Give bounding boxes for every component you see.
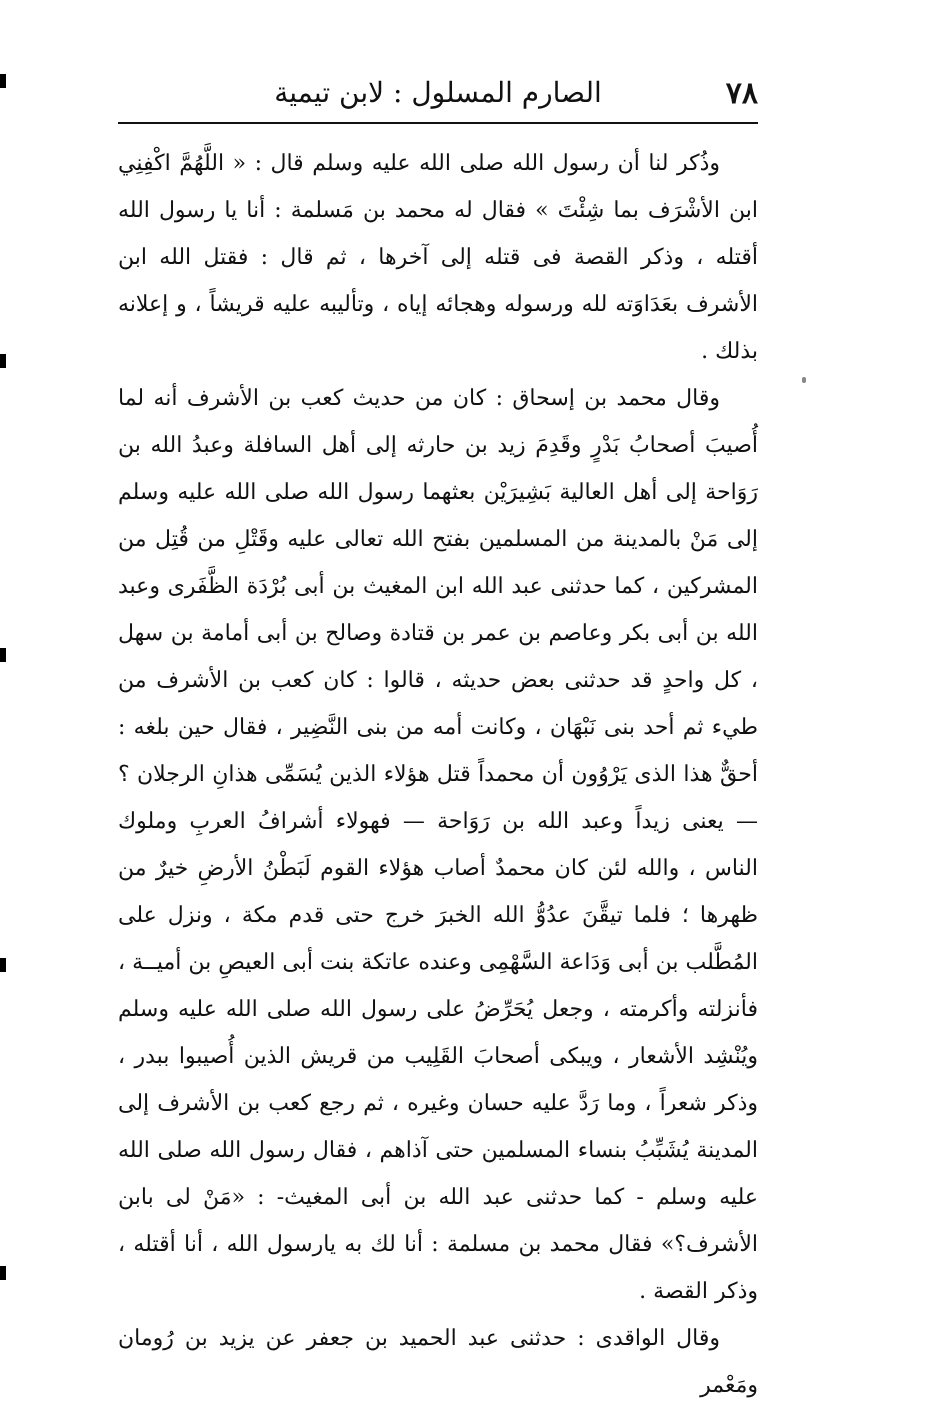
paragraph: وذُكر لنا أن رسول الله صلى الله عليه وسلم قال : « اللَّهُمَّ اكْفِنِي ابن الأشْرَف بما شِئْتَ » فقال له محمد بن مَسلمة : أنا يا رسول الله أقتله ، وذكر القصة فى قتله إلى آخرها ، ثم قال : فقتل الله ابن الأشرف بعَدَاوَته لله ورسوله وهجائه إياه ، وتأليبه عليه قريشاً ، و إعلانه بذلك . <box>118 151 758 364</box>
scan-edge-mark <box>0 958 6 972</box>
scan-edge-mark <box>0 648 6 662</box>
page-number: ٧٨ <box>725 76 758 111</box>
header-rule <box>118 122 758 124</box>
scan-edge-mark <box>0 354 6 368</box>
scan-speck <box>802 377 806 383</box>
running-title: الصارم المسلول : لابن تيمية <box>274 76 602 109</box>
body-text <box>118 140 758 1409</box>
paragraph: وقال الواقدى : حدثنى عبد الحميد بن جعفر عن يزيد بن رُومان ومَعْمر <box>118 1326 758 1398</box>
scan-edge-mark <box>0 74 6 88</box>
page-header <box>118 72 758 120</box>
scan-edge-mark <box>0 1266 6 1280</box>
paragraph: وقال محمد بن إسحاق : كان من حديث كعب بن الأشرف أنه لما أُصيبَ أصحابُ بَدْرٍ وقَدِمَ زيد بن حارثه إلى أهل السافلة وعبدُ الله بن رَوَاحة إلى أهل العالية بَشِيرَيْن بعثهما رسول الله صلى الله عليه وسلم إلى مَنْ بالمدينة من المسلمين بفتح الله تعالى عليه وقَتْلِ من قُتِل من المشركين ، كما حدثنى عبد الله ابن المغيث بن أبى بُرْدَة الظَّفَرى وعبد الله بن أبى بكر وعاصم بن عمر بن قتادة وصالح بن أبى أمامة بن سهل ، كل واحدٍ قد حدثنى بعض حديثه ، قالوا : كان كعب بن الأشرف من طيء ثم أحد بنى نَبْهَان ، وكانت أمه من بنى النَّضِير ، فقال حين بلغه : أحقٌّ هذا الذى يَرْوُون أن محمداً قتل هؤلاء الذين يُسَمِّى هذانِ الرجلان ؟ — يعنى زيداً وعبد الله بن رَوَاحة — فهولاء أشرافُ العربِ وملوك الناس ، والله لئن كان محمدٌ أصاب هؤلاء القوم لَبَطْنُ الأرضِ خيرٌ من ظهرها ؛ فلما تيقَّنَ عدُوُّ الله الخبرَ خرج حتى قدم مكة ، ونزل على المُطَّلب بن أبى وَدَاعة السَّهْمِى وعنده عاتكة بنت أبى العيصِ بن أميــة ، فأنزلته وأكرمته ، وجعل يُحَرِّضُ على رسول الله صلى الله عليه وسلم ويُنْشِد الأشعار ، ويبكى أصحابَ القَلِيب من قريش الذين أُصيبوا ببدر ، وذكر شعراً ، وما رَدَّ عليه حسان وغيره ، ثم رجع كعب بن الأشرف إلى المدينة يُشَبِّبُ بنساء المسلمين حتى آذاهم ، فقال رسول الله صلى الله عليه وسلم - كما حدثنى عبد الله بن أبى المغيث- : «مَنْ لى بابن الأشرف؟» فقال محمد بن مسلمة : أنا لك به يارسول الله ، أنا أقتله ، وذكر القصة . <box>118 386 758 1304</box>
